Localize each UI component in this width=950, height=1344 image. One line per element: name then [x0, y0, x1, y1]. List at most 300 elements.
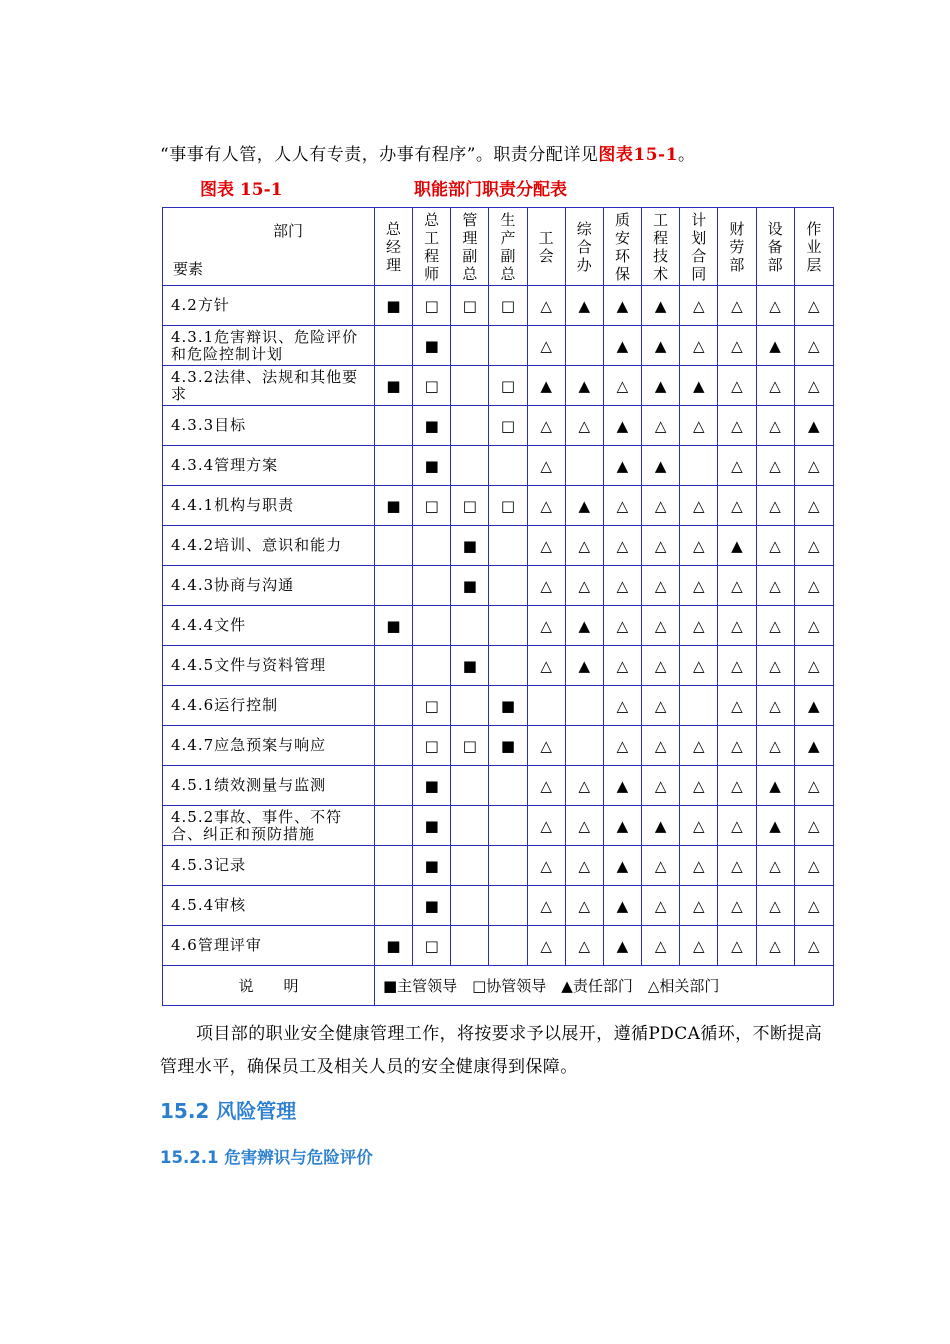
corner-cell	[163, 208, 375, 286]
responsibility-cell: ■	[489, 686, 527, 726]
responsibility-cell	[489, 926, 527, 966]
department-header	[374, 208, 412, 286]
department-header	[718, 208, 756, 286]
intro-text: “事事有人管，人人有专责，办事有程序”。职责分配详见	[160, 145, 599, 165]
responsibility-cell: △	[642, 646, 680, 686]
responsibility-cell: △	[756, 686, 794, 726]
responsibility-cell: △	[527, 286, 565, 326]
responsibility-cell	[374, 326, 412, 366]
responsibility-cell: △	[718, 846, 756, 886]
responsibility-cell: △	[642, 846, 680, 886]
department-char: 生	[500, 210, 516, 229]
responsibility-cell: △	[718, 326, 756, 366]
responsibility-cell: □	[413, 366, 451, 406]
element-cell: 4.5.4审核	[163, 886, 375, 926]
responsibility-cell: ▲	[565, 286, 603, 326]
responsibility-cell: △	[794, 766, 833, 806]
responsibility-cell: △	[756, 366, 794, 406]
responsibility-cell: ▲	[718, 526, 756, 566]
table-row	[163, 366, 834, 406]
responsibility-cell: △	[680, 486, 718, 526]
responsibility-cell	[489, 846, 527, 886]
department-header	[489, 208, 527, 286]
responsibility-cell: △	[565, 526, 603, 566]
department-char: 总	[500, 264, 516, 283]
responsibility-cell: △	[527, 806, 565, 846]
department-char: 工	[653, 210, 669, 229]
department-char: 管	[462, 210, 478, 229]
responsibility-cell: ■	[413, 886, 451, 926]
responsibility-cell: ▲	[642, 366, 680, 406]
responsibility-cell: △	[642, 566, 680, 606]
responsibility-cell: ▲	[565, 646, 603, 686]
department-char: 备	[767, 237, 783, 256]
department-char: 总	[386, 219, 402, 238]
figure-label: 图表 15-1	[200, 180, 283, 200]
responsibility-cell: △	[718, 406, 756, 446]
responsibility-cell: △	[718, 766, 756, 806]
responsibility-cell: △	[718, 446, 756, 486]
department-char: 工	[424, 228, 440, 247]
responsibility-cell	[451, 886, 489, 926]
responsibility-cell	[413, 606, 451, 646]
responsibility-cell: ■	[374, 286, 412, 326]
responsibility-cell: △	[680, 726, 718, 766]
responsibility-cell: ▲	[642, 806, 680, 846]
responsibility-cell	[680, 686, 718, 726]
responsibility-cell: △	[680, 926, 718, 966]
department-header	[642, 208, 680, 286]
department-char: 作	[806, 219, 822, 238]
responsibility-cell: △	[642, 926, 680, 966]
department-char: 工	[538, 228, 554, 247]
responsibility-cell: □	[413, 486, 451, 526]
department-char: 劳	[729, 237, 745, 256]
responsibility-cell	[451, 686, 489, 726]
responsibility-cell: △	[527, 446, 565, 486]
department-header	[756, 208, 794, 286]
responsibility-cell: △	[680, 326, 718, 366]
responsibility-cell: △	[603, 566, 641, 606]
table-row	[163, 406, 834, 446]
responsibility-cell: △	[794, 606, 833, 646]
responsibility-cell: ■	[451, 566, 489, 606]
responsibility-cell: △	[603, 606, 641, 646]
responsibility-cell: △	[642, 606, 680, 646]
department-char: 同	[691, 264, 707, 283]
element-cell: 4.6管理评审	[163, 926, 375, 966]
responsibility-cell	[489, 646, 527, 686]
element-cell: 4.4.5文件与资料管理	[163, 646, 375, 686]
responsibility-cell	[374, 406, 412, 446]
responsibility-cell	[374, 686, 412, 726]
responsibility-cell: ■	[374, 926, 412, 966]
responsibility-cell	[374, 846, 412, 886]
responsibility-cell: ■	[413, 326, 451, 366]
responsibility-cell	[374, 886, 412, 926]
responsibility-cell: ▲	[603, 846, 641, 886]
element-cell: 4.2方针	[163, 286, 375, 326]
responsibility-cell	[374, 446, 412, 486]
responsibility-cell: ▲	[794, 686, 833, 726]
responsibility-cell: ▲	[794, 406, 833, 446]
responsibility-cell	[565, 686, 603, 726]
responsibility-cell: □	[413, 286, 451, 326]
element-cell: 4.4.4文件	[163, 606, 375, 646]
responsibility-cell: △	[680, 606, 718, 646]
department-char: 综	[576, 219, 592, 238]
responsibility-cell: △	[756, 406, 794, 446]
responsibility-cell: △	[794, 446, 833, 486]
responsibility-cell: △	[756, 286, 794, 326]
department-char: 安	[614, 228, 630, 247]
responsibility-cell: ▲	[756, 806, 794, 846]
legend-text: ■主管领导 □协管领导 ▲责任部门 △相关部门	[374, 966, 833, 1006]
department-char: 保	[614, 264, 630, 283]
responsibility-cell: △	[527, 406, 565, 446]
responsibility-cell: □	[489, 486, 527, 526]
responsibility-cell: ■	[374, 366, 412, 406]
responsibility-cell: ▲	[565, 486, 603, 526]
responsibility-cell: △	[756, 926, 794, 966]
responsibility-cell: △	[642, 886, 680, 926]
legend-title: 说 明	[163, 966, 375, 1006]
responsibility-cell: ■	[451, 646, 489, 686]
responsibility-cell	[489, 446, 527, 486]
responsibility-cell: △	[680, 806, 718, 846]
responsibility-cell: △	[603, 726, 641, 766]
responsibility-cell: △	[603, 526, 641, 566]
responsibility-cell: ▲	[565, 606, 603, 646]
responsibility-cell: △	[603, 646, 641, 686]
responsibility-cell	[565, 326, 603, 366]
responsibility-cell: ▲	[642, 446, 680, 486]
responsibility-cell: △	[794, 326, 833, 366]
department-char: 业	[806, 237, 822, 256]
department-char: 术	[653, 264, 669, 283]
responsibility-cell: ■	[489, 726, 527, 766]
table-row	[163, 286, 834, 326]
responsibility-cell	[489, 566, 527, 606]
responsibility-cell: △	[794, 646, 833, 686]
responsibility-cell: ▲	[603, 406, 641, 446]
responsibility-cell: ■	[374, 486, 412, 526]
responsibility-cell	[413, 646, 451, 686]
responsibility-cell	[489, 526, 527, 566]
responsibility-cell: △	[756, 606, 794, 646]
responsibility-cell: △	[680, 886, 718, 926]
responsibility-cell: △	[565, 566, 603, 606]
responsibility-cell: □	[413, 726, 451, 766]
responsibility-cell: △	[527, 886, 565, 926]
responsibility-cell: ▲	[603, 926, 641, 966]
responsibility-cell: △	[718, 366, 756, 406]
responsibility-cell: △	[756, 846, 794, 886]
responsibility-cell	[489, 886, 527, 926]
responsibility-cell: △	[565, 406, 603, 446]
responsibility-cell: △	[794, 566, 833, 606]
responsibility-cell: △	[565, 846, 603, 886]
responsibility-cell: △	[527, 486, 565, 526]
responsibility-cell: △	[680, 766, 718, 806]
responsibility-cell: △	[718, 486, 756, 526]
responsibility-cell: △	[794, 286, 833, 326]
department-char: 环	[614, 246, 630, 265]
responsibility-cell: △	[680, 646, 718, 686]
table-row	[163, 726, 834, 766]
table-row	[163, 806, 834, 846]
responsibility-cell: △	[756, 526, 794, 566]
responsibility-cell: □	[451, 726, 489, 766]
element-cell: 4.5.1绩效测量与监测	[163, 766, 375, 806]
responsibility-cell: △	[680, 286, 718, 326]
figure-reference: 图表15-1	[598, 145, 678, 165]
responsibility-cell: △	[794, 926, 833, 966]
table-row	[163, 606, 834, 646]
intro-end: 。	[677, 145, 696, 165]
department-char: 财	[729, 219, 745, 238]
department-header	[603, 208, 641, 286]
table-row	[163, 846, 834, 886]
responsibility-cell: △	[527, 326, 565, 366]
responsibility-cell: ▲	[603, 326, 641, 366]
responsibility-cell: △	[718, 926, 756, 966]
responsibility-cell: ▲	[642, 326, 680, 366]
responsibility-cell: △	[603, 366, 641, 406]
element-cell: 4.5.3记录	[163, 846, 375, 886]
corner-element-label: 要素	[173, 260, 204, 278]
responsibility-cell: △	[794, 846, 833, 886]
responsibility-cell: △	[718, 606, 756, 646]
responsibility-cell: ▲	[603, 886, 641, 926]
table-row	[163, 646, 834, 686]
department-char: 会	[538, 246, 554, 265]
responsibility-cell	[489, 766, 527, 806]
responsibility-cell: △	[794, 366, 833, 406]
responsibility-cell: △	[642, 486, 680, 526]
department-char: 程	[653, 228, 669, 247]
responsibility-cell	[374, 526, 412, 566]
corner-dept-label: 部门	[273, 222, 304, 240]
legend-row	[163, 966, 834, 1006]
responsibility-cell	[565, 726, 603, 766]
table-header-row	[163, 208, 834, 286]
responsibility-cell: △	[680, 566, 718, 606]
responsibility-cell: ■	[413, 446, 451, 486]
department-char: 层	[806, 255, 822, 274]
responsibility-cell: △	[680, 526, 718, 566]
department-header	[794, 208, 833, 286]
department-char: 质	[614, 210, 630, 229]
responsibility-cell: ▲	[527, 366, 565, 406]
responsibility-cell	[374, 726, 412, 766]
responsibility-cell	[680, 446, 718, 486]
responsibility-cell	[374, 766, 412, 806]
responsibility-cell: △	[718, 806, 756, 846]
table-row	[163, 526, 834, 566]
responsibility-cell: □	[413, 686, 451, 726]
responsibility-cell	[413, 566, 451, 606]
responsibility-cell: △	[718, 286, 756, 326]
subsection-heading: 15.2.1 危害辨识与危险评价	[160, 1148, 373, 1167]
responsibility-cell	[451, 806, 489, 846]
responsibility-cell: ▲	[603, 286, 641, 326]
department-char: 经	[386, 237, 402, 256]
responsibility-cell	[489, 806, 527, 846]
responsibility-cell	[489, 606, 527, 646]
responsibility-cell: □	[413, 926, 451, 966]
responsibility-cell: △	[794, 806, 833, 846]
intro-line	[160, 140, 695, 165]
department-char: 合	[691, 246, 707, 265]
responsibility-cell	[374, 566, 412, 606]
responsibility-cell: ■	[413, 406, 451, 446]
responsibility-cell: ▲	[794, 726, 833, 766]
responsibility-cell: △	[527, 526, 565, 566]
element-cell: 4.4.1机构与职责	[163, 486, 375, 526]
responsibility-cell: △	[756, 646, 794, 686]
responsibility-cell	[374, 806, 412, 846]
department-char: 计	[691, 210, 707, 229]
element-cell: 4.3.1危害辩识、危险评价和危险控制计划	[163, 326, 375, 366]
department-char: 师	[424, 264, 440, 283]
responsibility-cell: △	[527, 846, 565, 886]
table-row	[163, 486, 834, 526]
responsibility-cell	[527, 686, 565, 726]
responsibility-cell: △	[718, 726, 756, 766]
department-char: 部	[729, 255, 745, 274]
responsibility-cell: ▲	[680, 366, 718, 406]
responsibility-cell: △	[794, 486, 833, 526]
responsibility-cell: ▲	[603, 446, 641, 486]
responsibility-cell	[451, 846, 489, 886]
responsibility-cell: △	[527, 926, 565, 966]
responsibility-cell	[451, 326, 489, 366]
table-row	[163, 926, 834, 966]
responsibility-cell: ▲	[565, 366, 603, 406]
department-char: 合	[576, 237, 592, 256]
responsibility-cell: △	[680, 846, 718, 886]
responsibility-cell	[451, 766, 489, 806]
element-cell: 4.3.2法律、法规和其他要求	[163, 366, 375, 406]
responsibility-cell	[451, 366, 489, 406]
department-header	[451, 208, 489, 286]
department-char: 设	[767, 219, 783, 238]
table-title: 职能部门职责分配表	[414, 180, 567, 200]
element-cell: 4.4.2培训、意识和能力	[163, 526, 375, 566]
responsibility-cell: △	[718, 886, 756, 926]
responsibility-cell: ■	[413, 806, 451, 846]
responsibility-cell: △	[680, 406, 718, 446]
department-char: 副	[462, 246, 478, 265]
element-cell: 4.3.4管理方案	[163, 446, 375, 486]
department-char: 副	[500, 246, 516, 265]
department-header	[413, 208, 451, 286]
responsibility-cell: △	[794, 886, 833, 926]
table-row	[163, 566, 834, 606]
responsibility-cell: △	[718, 646, 756, 686]
department-char: 划	[691, 228, 707, 247]
responsibility-cell: ▲	[603, 806, 641, 846]
responsibility-cell: ▲	[603, 766, 641, 806]
department-char: 产	[500, 228, 516, 247]
responsibility-cell: □	[489, 406, 527, 446]
element-cell: 4.3.3目标	[163, 406, 375, 446]
responsibility-cell: △	[756, 566, 794, 606]
responsibility-cell: △	[756, 726, 794, 766]
department-char: 总	[424, 210, 440, 229]
department-char: 理	[462, 228, 478, 247]
responsibility-cell	[565, 446, 603, 486]
responsibility-cell: △	[642, 526, 680, 566]
department-char: 部	[767, 255, 783, 274]
body-paragraph: 项目部的职业安全健康管理工作，将按要求予以展开，遵循PDCA循环，不断提高管理水平，确保员工及相关人员的安全健康得到保障。	[160, 1024, 823, 1077]
responsibility-cell	[451, 406, 489, 446]
responsibility-cell: △	[642, 686, 680, 726]
responsibility-cell	[451, 926, 489, 966]
department-char: 总	[462, 264, 478, 283]
responsibility-cell: ■	[451, 526, 489, 566]
responsibility-cell: ■	[413, 846, 451, 886]
responsibility-cell: △	[642, 766, 680, 806]
responsibility-cell: △	[527, 646, 565, 686]
responsibility-cell: △	[756, 886, 794, 926]
responsibility-cell: ▲	[756, 326, 794, 366]
responsibility-cell	[374, 646, 412, 686]
responsibility-cell	[451, 606, 489, 646]
responsibility-cell	[413, 526, 451, 566]
element-cell: 4.4.3协商与沟通	[163, 566, 375, 606]
department-char: 程	[424, 246, 440, 265]
table-row	[163, 326, 834, 366]
responsibility-cell: △	[642, 726, 680, 766]
table-row	[163, 686, 834, 726]
responsibility-cell: ▲	[756, 766, 794, 806]
responsibility-cell: △	[527, 566, 565, 606]
responsibility-cell: △	[565, 926, 603, 966]
responsibility-cell	[451, 446, 489, 486]
element-cell: 4.5.2事故、事件、不符合、纠正和预防措施	[163, 806, 375, 846]
responsibility-cell: △	[565, 766, 603, 806]
responsibility-cell: △	[565, 806, 603, 846]
department-header	[680, 208, 718, 286]
responsibility-cell: □	[451, 286, 489, 326]
responsibility-cell: □	[451, 486, 489, 526]
responsibility-cell: □	[489, 366, 527, 406]
department-char: 理	[386, 255, 402, 274]
responsibility-cell: ■	[413, 766, 451, 806]
table-row	[163, 446, 834, 486]
table-row	[163, 766, 834, 806]
responsibility-cell: △	[756, 446, 794, 486]
responsibility-cell: △	[527, 726, 565, 766]
responsibility-cell: △	[527, 766, 565, 806]
element-cell: 4.4.7应急预案与响应	[163, 726, 375, 766]
responsibility-cell: □	[489, 286, 527, 326]
responsibility-cell: △	[603, 486, 641, 526]
responsibility-cell: △	[642, 406, 680, 446]
responsibility-cell: ■	[374, 606, 412, 646]
section-heading: 15.2 风险管理	[160, 1099, 297, 1123]
responsibility-cell: △	[756, 486, 794, 526]
department-char: 办	[576, 255, 592, 274]
responsibility-table	[162, 207, 834, 1006]
table-row	[163, 886, 834, 926]
element-cell: 4.4.6运行控制	[163, 686, 375, 726]
department-char: 技	[653, 246, 669, 265]
responsibility-cell: △	[603, 686, 641, 726]
responsibility-cell: △	[527, 606, 565, 646]
